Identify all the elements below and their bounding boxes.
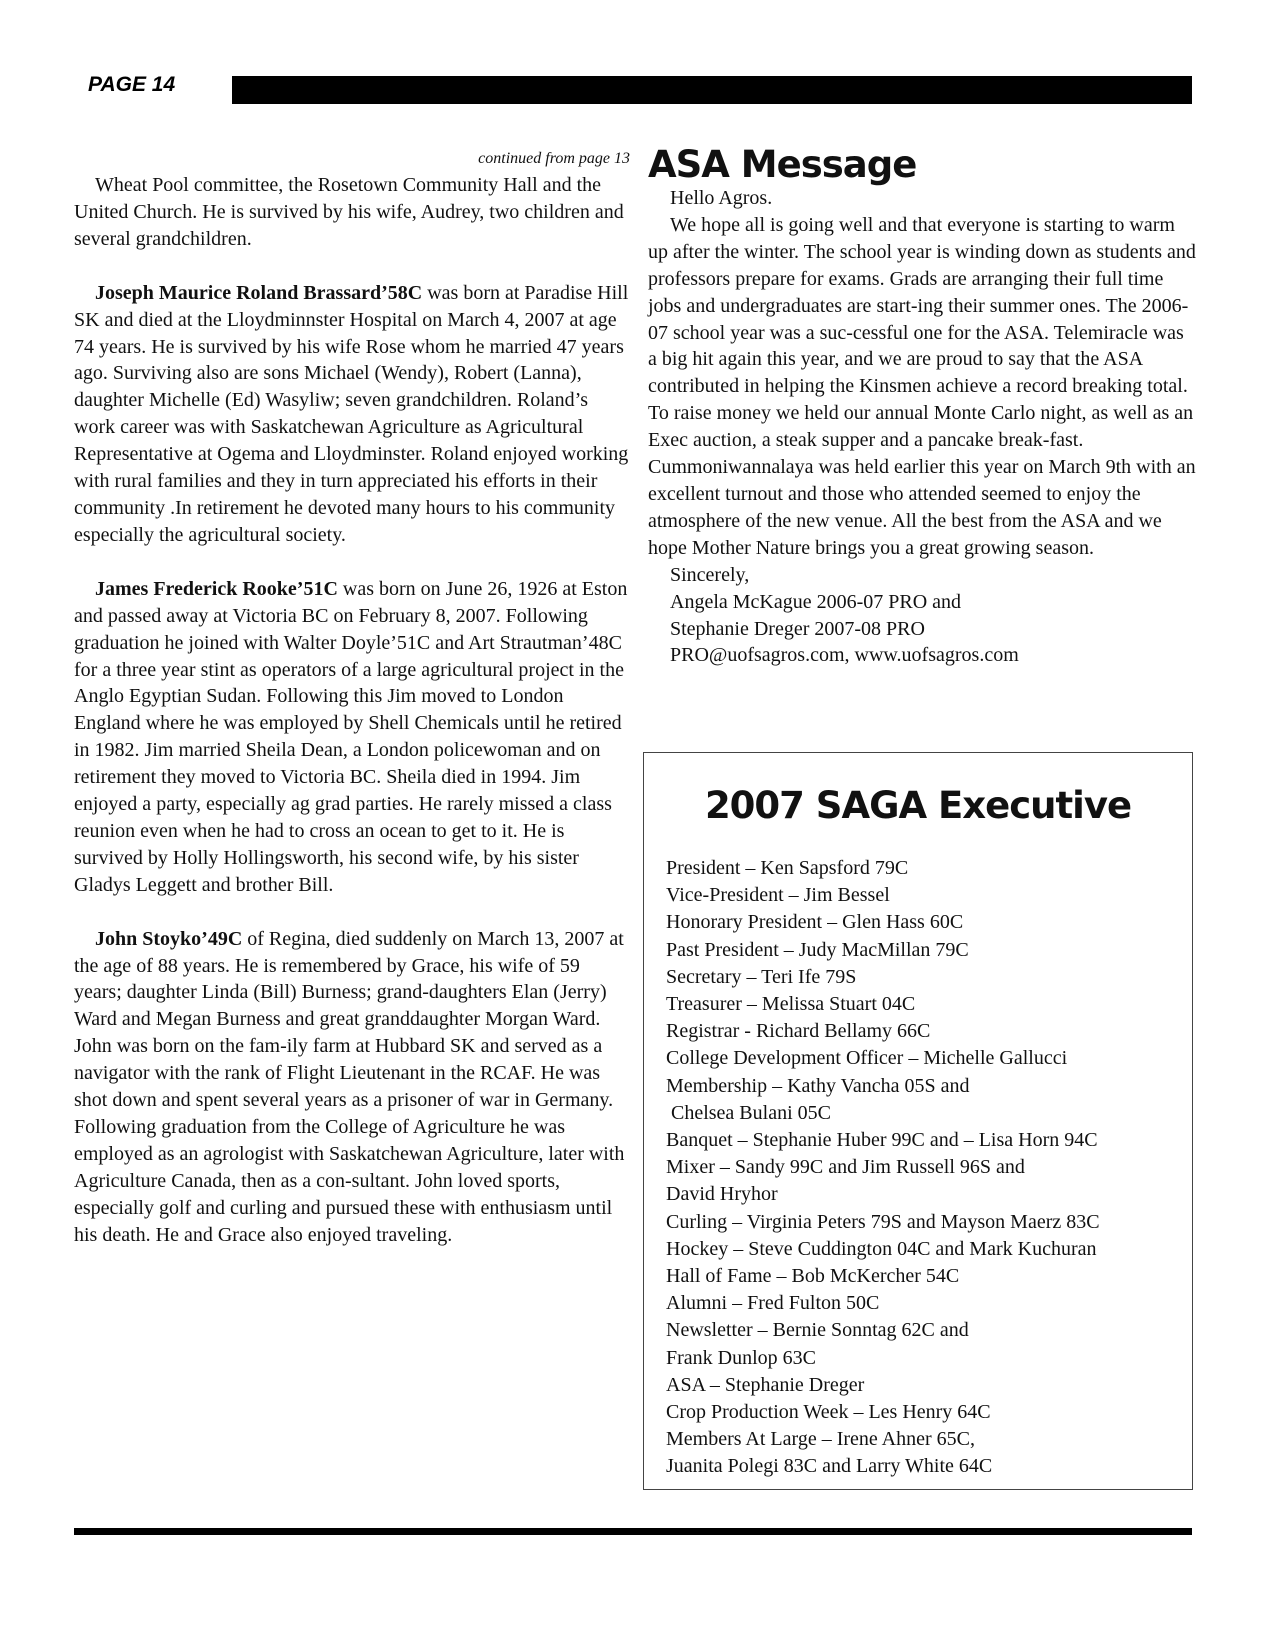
executive-line: Vice-President – Jim Bessel <box>666 884 890 907</box>
executive-line: Hockey – Steve Cuddington 04C and Mark Kuchuran <box>666 1237 1097 1260</box>
asa-message-section <box>648 143 1196 669</box>
executive-line: President – Ken Sapsford 79C <box>666 857 909 879</box>
asa-greeting: Hello Agros. <box>670 187 773 209</box>
executive-line: Past President – Judy MacMillan 79C <box>666 938 969 961</box>
executive-line: Members At Large – Irene Ahner 65C, <box>666 1428 975 1451</box>
asa-closing: Sincerely, <box>670 563 750 586</box>
asa-body: We hope all is going well and that everyone is starting to warm up after the winter. The school year is winding down as students and professors prepare for exams. Grads are arranging their full time jobs and undergraduates are start-ing their summer ones. The 2006-07 school year was a suc-cessful one for the ASA. Telemiracle was a big hit again this year, and we are proud to say that the ASA contributed in helping the Kinsmen achieve a record breaking total. To raise money we held our annual Monte Carlo night, as well as an Exec auction, a steak supper and a pancake break-fast. Cummoniwannalaya was held earlier this year on March 9th with an excellent turnout and those who attended seemed to enjoy the atmosphere of the new venue. All the best from the ASA and we hope Mother Nature brings you a great growing season. <box>648 213 1196 559</box>
asa-signature-line: Angela McKague 2006-07 PRO and <box>670 590 962 613</box>
obituary-paragraph <box>74 576 630 899</box>
executive-line: Hall of Fame – Bob McKercher 54C <box>666 1265 960 1288</box>
obituary-name: Joseph Maurice Roland Brassard’58C <box>95 281 423 304</box>
asa-signature-line: Stephanie Dreger 2007-08 PRO <box>670 617 925 640</box>
executive-line: College Development Officer – Michelle Gallucci <box>666 1047 1068 1070</box>
executive-line: Frank Dunlop 63C <box>666 1346 816 1369</box>
executive-line: Secretary – Teri Ife 79S <box>666 965 857 988</box>
obituary-name: James Frederick Rooke’51C <box>95 577 338 600</box>
obituary-text: was born on June 26, 1926 at Eston and passed away at Victoria BC on February 8, 2007. Following graduation he joined with Walter Doyle’51C and Art Strautman’48C for a three year stint as operators of a large agricultural project in the Anglo Egyptian Sudan. Following this Jim moved to London England where he was employed by Shell Chemicals until he retired in 1982. Jim married Sheila Dean, a London policewoman and on retirement they moved to Victoria BC. Sheila died in 1994. Jim enjoyed a party, especially ag grad parties. He rarely missed a class reunion even when he had to cross an ocean to get to it. He is survived by Holly Hollingsworth, his second wife, by his sister Gladys Leggett and brother Bill. <box>74 577 628 896</box>
asa-contact: PRO@uofsagros.com, www.uofsagros.com <box>670 644 1019 667</box>
executive-line: David Hryhor <box>666 1183 778 1206</box>
page-number-label: PAGE 14 <box>88 73 176 96</box>
executive-line: Curling – Virginia Peters 79S and Mayson Maerz 83C <box>666 1210 1100 1233</box>
executive-line: Registrar - Richard Bellamy 66C <box>666 1020 931 1043</box>
executive-line: Crop Production Week – Les Henry 64C <box>666 1401 991 1424</box>
obituary-text: was born at Paradise Hill SK and died at the Lloydminnster Hospital on March 4, 2007 at age 74 years. He is survived by his wife Rose whom he married 47 years ago. Surviving also are sons Michael (Wendy), Robert (Lanna), daughter Michelle (Ed) Wasyliw; seven grandchildren. Roland’s work career was with Saskatchewan Agriculture as Agricultural Representative at Ogema and Lloydminster. Roland enjoyed working with rural families and they in turn appreciated his efforts in their community .In retirement he devoted many hours to his community especially the agricultural society. <box>74 281 629 546</box>
executive-list <box>644 855 1192 1481</box>
obituaries-column <box>74 146 630 1276</box>
executive-line: Alumni – Fred Fulton 50C <box>666 1292 880 1315</box>
executive-line: Juanita Polegi 83C and Larry White 64C <box>666 1455 993 1478</box>
executive-line: Treasurer – Melissa Stuart 04C <box>666 993 916 1016</box>
executive-line: Membership – Kathy Vancha 05S and <box>666 1074 970 1097</box>
executive-line: Honorary President – Glen Hass 60C <box>666 911 964 934</box>
obituary-paragraph <box>74 280 630 549</box>
executive-box <box>643 752 1193 1490</box>
executive-line: Newsletter – Bernie Sonntag 62C and <box>666 1319 969 1342</box>
footer-rule <box>74 1528 1192 1535</box>
executive-line: Mixer – Sandy 99C and Jim Russell 96S and <box>666 1156 1025 1179</box>
obituary-name: John Stoyko’49C <box>95 927 243 950</box>
asa-message-title: ASA Message <box>648 143 917 186</box>
executive-title: 2007 SAGA Executive <box>704 784 1132 827</box>
executive-line: Banquet – Stephanie Huber 99C and – Lisa Horn 94C <box>666 1129 1098 1152</box>
header-bar <box>232 76 1192 104</box>
obituary-text: of Regina, died suddenly on March 13, 2007 at the age of 88 years. He is remembered by Grace, his wife of 59 years; daughter Linda (Bill) Burness; grand-daughters Elan (Jerry) Ward and Megan Burness and great granddaughter Morgan Ward. John was born on the fam-ily farm at Hubbard SK and served as a navigator with the rank of Flight Lieutenant in the RCAF. He was shot down and spent several years as a prisoner of war in Germany. Following graduation from the College of Agriculture he was employed as an agrologist with Saskatchewan Agriculture, later with Agriculture Canada, then as a con-sultant. John loved sports, especially golf and curling and pursued these with enthusiasm until his death. He and Grace also enjoyed traveling. <box>74 927 625 1246</box>
obituary-paragraph <box>74 926 630 1249</box>
intro-paragraph: Wheat Pool committee, the Rosetown Community Hall and the United Church. He is survived by his wife, Audrey, two children and several grandchildren. <box>74 174 624 250</box>
executive-line: ASA – Stephanie Dreger <box>666 1373 865 1396</box>
executive-line: Chelsea Bulani 05C <box>666 1101 831 1124</box>
continued-note: continued from page 13 <box>478 150 630 167</box>
